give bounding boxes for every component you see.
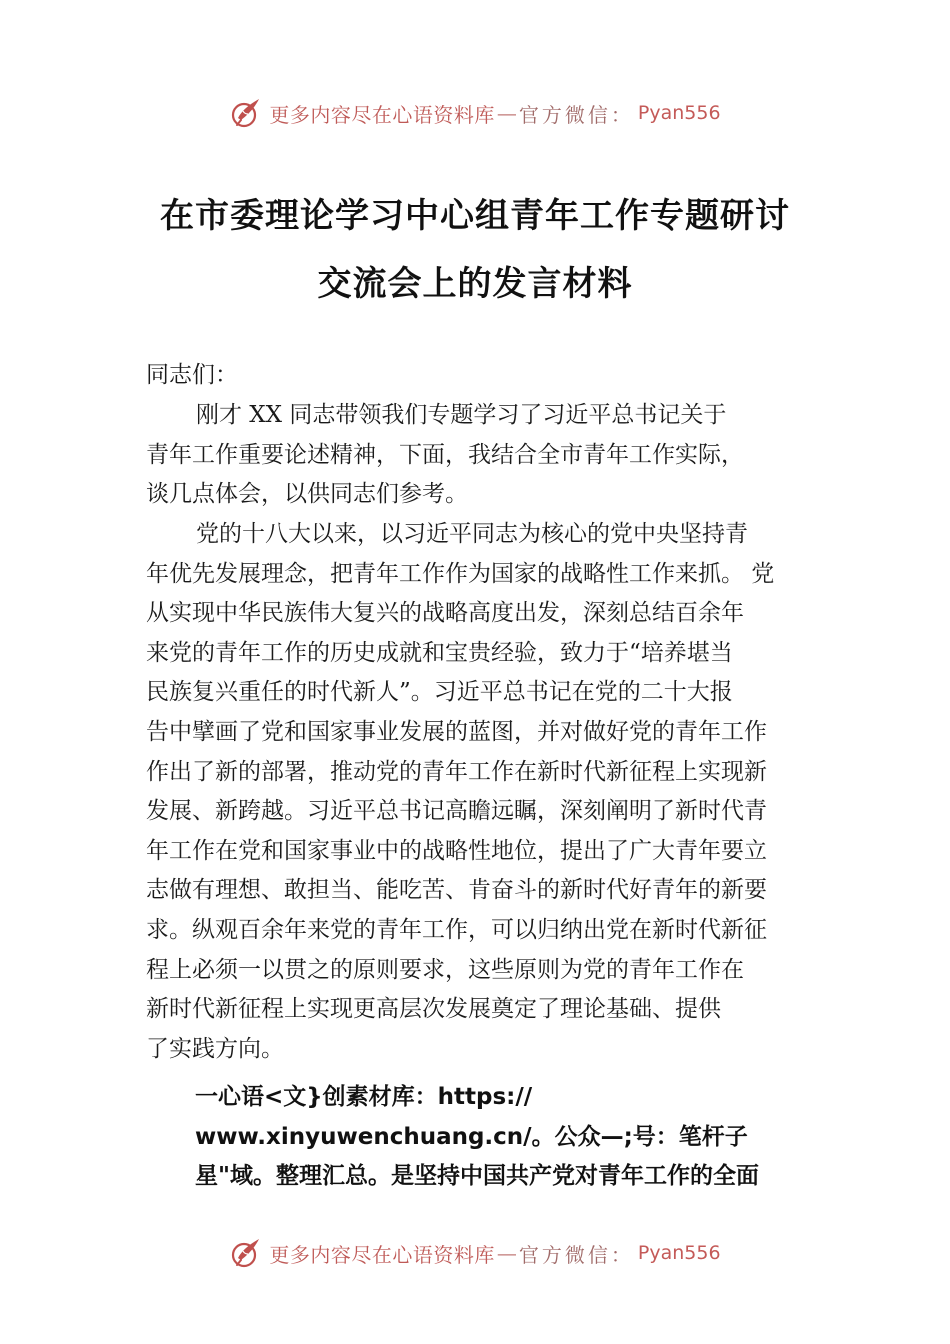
- watermark-main-text: 更多内容尽在心语资料库: [269, 1242, 495, 1267]
- paragraph-2-line: 来党的青年工作的历史成就和宝贵经验，致力于“培养堪当: [146, 639, 733, 666]
- document-title-line-1: 在市委理论学习中心组青年工作专题研讨: [160, 196, 790, 236]
- bold-text-line: 星"域。整理汇总。是坚持中国共产党对青年工作的全面: [195, 1163, 759, 1190]
- watermark-dash: —: [496, 1241, 517, 1265]
- greeting: [146, 356, 826, 396]
- document-title-line-2: 交流会上的发言材料: [317, 264, 633, 304]
- watermark-wechat-id: Pyan556: [637, 1242, 721, 1264]
- watermark-wechat-label: 官方微信：: [518, 102, 634, 127]
- bold-text-line: www.xinyuwenchuang.cn/。公众—;号：笔杆子: [195, 1123, 748, 1150]
- paragraph-2-line: 志做有理想、敢担当、能吃苦、肯奋斗的新时代好青年的新要: [146, 877, 767, 904]
- paragraph-2-line: 党的十八大以来，以习近平同志为核心的党中央坚持青: [196, 521, 748, 547]
- paragraph-2-line: 新时代新征程上实现更高层次发展奠定了理论基础、提供: [146, 996, 721, 1023]
- paragraph-2-line: 程上必须一以贯之的原则要求，这些原则为党的青年工作在: [146, 956, 744, 983]
- paragraph-2: [146, 515, 826, 1069]
- watermark-wechat-id: Pyan556: [637, 102, 721, 124]
- quill-pen-logo-icon: [229, 96, 263, 130]
- paragraph-2-line: 告中擘画了党和国家事业发展的蓝图，并对做好党的青年工作: [146, 718, 767, 745]
- paragraph-1-line: 刚才 XX 同志带领我们专题学习了习近平总书记关于: [196, 402, 727, 428]
- quill-pen-logo-icon: [229, 1236, 263, 1270]
- bold-text-line: 一心语<文}创素材库：https://: [195, 1084, 533, 1110]
- paragraph-2-line: 作出了新的部署，推动党的青年工作在新时代新征程上实现新: [146, 758, 767, 785]
- watermark-main-text: 更多内容尽在心语资料库: [269, 102, 495, 127]
- paragraph-2-line: 求。纵观百余年来党的青年工作，可以归纳出党在新时代新征: [146, 916, 767, 943]
- greeting-text: 同志们：: [146, 362, 238, 388]
- paragraph-1-line: 青年工作重要论述精神，下面，我结合全市青年工作实际，: [146, 441, 744, 468]
- bold-inserted-text: [195, 1078, 835, 1197]
- watermark-wechat-label: 官方微信：: [518, 1242, 634, 1267]
- paragraph-1: [146, 396, 826, 515]
- paragraph-2-line: 年优先发展理念，把青年工作作为国家的战略性工作来抓。 党: [146, 560, 775, 587]
- watermark-dash: —: [496, 101, 517, 125]
- paragraph-2-line: 发展、新跨越。习近平总书记高瞻远瞩，深刻阐明了新时代青: [146, 798, 767, 825]
- paragraph-2-line: 从实现中华民族伟大复兴的战略高度出发，深刻总结百余年: [146, 600, 744, 627]
- paragraph-2-line: 了实践方向。: [146, 1035, 284, 1062]
- footer-watermark: [0, 1236, 950, 1270]
- paragraph-2-line: 民族复兴重任的时代新人”。习近平总书记在党的二十大报: [146, 679, 733, 706]
- header-watermark: [0, 96, 950, 130]
- paragraph-1-line: 谈几点体会，以供同志们参考。: [146, 481, 468, 508]
- paragraph-2-line: 年工作在党和国家事业中的战略性地位，提出了广大青年要立: [146, 837, 767, 864]
